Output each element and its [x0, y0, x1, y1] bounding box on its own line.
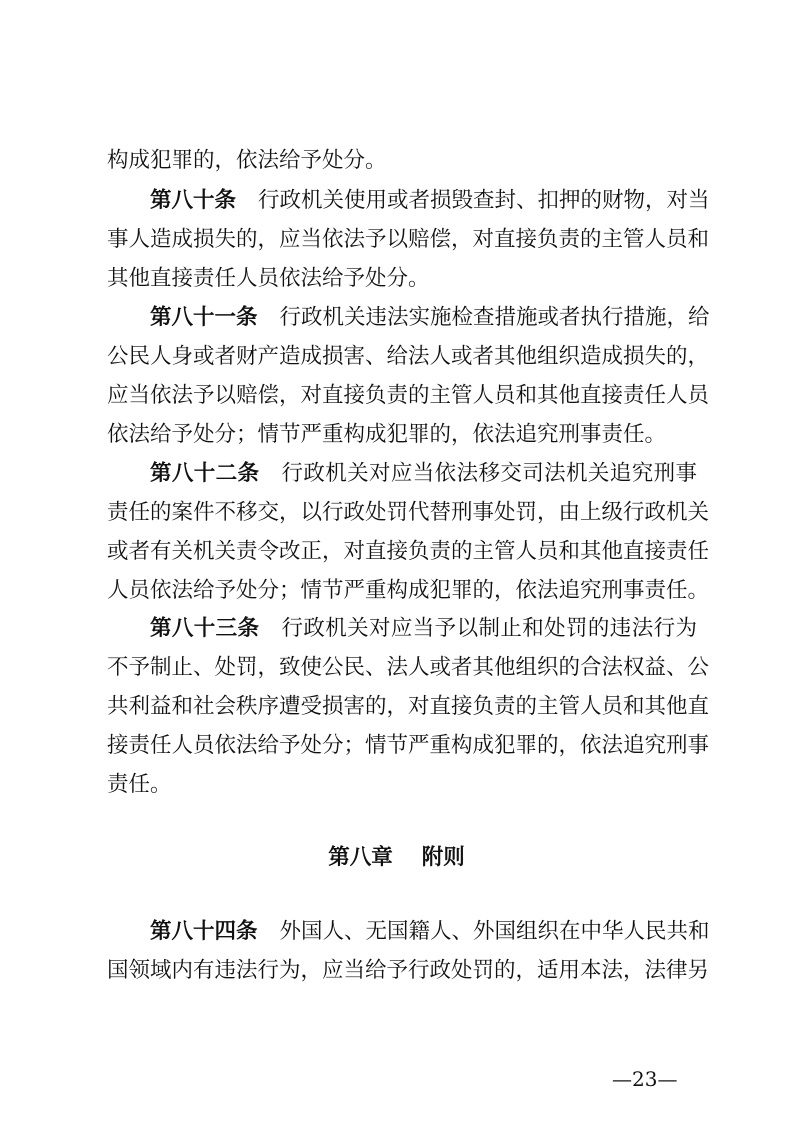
article-80-line — [150, 186, 710, 216]
body-text: 行政机关违法实施检查措施或者执行措施，给 — [279, 305, 710, 330]
body-line: 构成犯罪的，依法给予处分。 — [107, 148, 387, 173]
body-line: 人员依法给予处分；情节严重构成犯罪的，依法追究刑事责任。 — [107, 578, 710, 603]
page-number: —23— — [612, 1067, 678, 1091]
body-line: 其他直接责任人员依法给予处分。 — [107, 266, 430, 291]
article-84-line — [150, 917, 710, 947]
article-82-heading: 第八十二条 — [150, 461, 260, 486]
body-line: 不予制止、处罚，致使公民、法人或者其他组织的合法权益、公 — [107, 655, 710, 680]
body-line: 共利益和社会秩序遭受损害的，对直接负责的主管人员和其他直 — [107, 694, 710, 719]
chapter-title: 第八章 附则 — [328, 845, 465, 870]
body-line: 接责任人员依法给予处分；情节严重构成犯罪的，依法追究刑事 — [107, 733, 710, 758]
body-text: 行政机关对应当依法移交司法机关追究刑事 — [281, 461, 697, 486]
body-line: 事人造成损失的，应当依法予以赔偿，对直接负责的主管人员和 — [107, 227, 710, 252]
article-84-heading: 第八十四条 — [150, 919, 258, 944]
body-line: 或者有关机关责令改正，对直接负责的主管人员和其他直接责任 — [107, 539, 710, 564]
body-line: 责任的案件不移交，以行政处罚代替刑事处罚，由上级行政机关 — [107, 500, 710, 525]
body-text: 行政机关对应当予以制止和处罚的违法行为 — [281, 616, 697, 641]
article-80-heading: 第八十条 — [150, 188, 237, 213]
body-line: 依法给予处分；情节严重构成犯罪的，依法追究刑事责任。 — [107, 422, 667, 447]
body-text: 外国人、无国籍人、外国组织在中华人民共和 — [279, 919, 710, 944]
body-line: 国领域内有违法行为，应当给予行政处罚的，适用本法，法律另 — [107, 958, 710, 983]
body-line: 责任。 — [107, 772, 172, 797]
body-line: 公民人身或者财产造成损害、给法人或者其他组织造成损失的， — [107, 344, 710, 369]
article-81-heading: 第八十一条 — [150, 305, 258, 330]
body-text: 行政机关使用或者损毁查封、扣押的财物，对当 — [258, 188, 710, 213]
article-82-line — [150, 459, 697, 489]
article-83-line — [150, 614, 697, 644]
article-81-line — [150, 303, 710, 333]
body-line: 应当依法予以赔偿，对直接负责的主管人员和其他直接责任人员 — [107, 383, 710, 408]
article-83-heading: 第八十三条 — [150, 616, 260, 641]
